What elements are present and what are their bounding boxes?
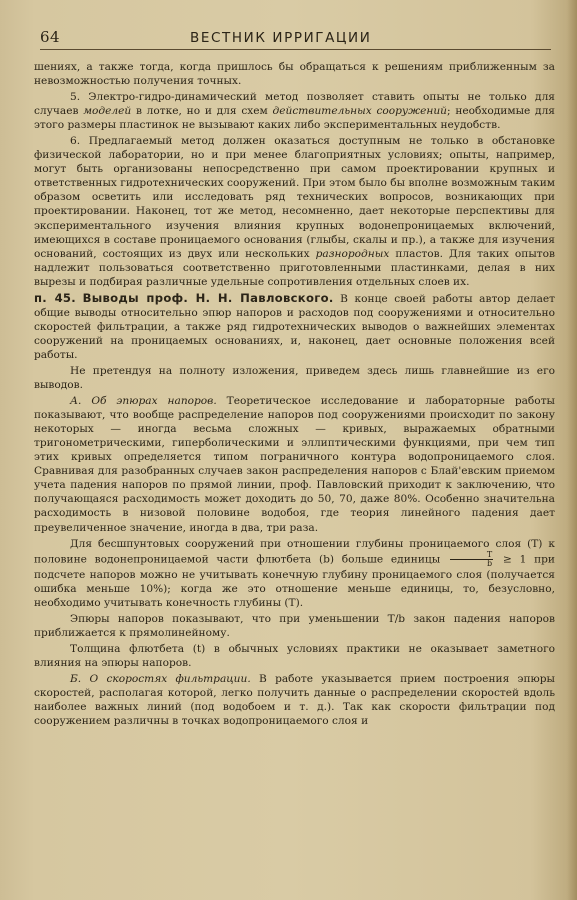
text-run: В работе указывается прием построения эпюры скоростей, располагая которой, легко получить данные о распределении скоростей вдоль наиболее важных линий (под водобоем и т. д.). Так как скорости фильтрации под сооружением различны в точках водопроницаемого слоя и — [34, 672, 555, 728]
subsection-title: Б. О скоростях фильтрации. — [70, 672, 251, 685]
emphasis: действительных сооружений — [272, 105, 448, 118]
paragraph — [34, 612, 555, 640]
text-run: 5. Электро-гидро-динамический метод позволяет ставить опыты не только для случаев — [34, 91, 555, 118]
section-number: п. 45. — [34, 290, 77, 305]
paragraph — [34, 642, 555, 670]
text-run: Теоретическое исследование и лабораторные работы показывают, что вообще распределение напоров под сооружениями происходит по закону некоторых — иногда весьма сложных — кривых, выражаемых обратными тригонометрическими, гиперболическими и эллиптическими функциями, при чем тип этих кривых определяется типом пограничного контура водопроницаемого слоя. Сравнивая для разобранных случаев закон распределения напоров с Блай'евским приемом учета падения напоров по прямой линии, проф. Павловский приходит к заключению, что получающаяся расходимость может доходить до 50, 70, даже 80%. Особенно значительна расходимость в низовой половине водобоя, где теория линейного падения дает преувеличенное значение, иногда в два, три раза. — [34, 395, 555, 534]
section-paragraph — [34, 291, 555, 362]
page-header — [40, 28, 551, 50]
text-run: ≥ 1 при подсчете напоров можно не учитывать конечную глубину проницаемого слоя (получается ошибка меньше 10%); когда же это отношение меньше единицы, то, безусловно, необходимо учитывать конечность глубины (Т). — [34, 553, 555, 609]
emphasis: разнородных — [315, 247, 390, 260]
fraction-denominator: b — [486, 558, 493, 568]
page-number: 64 — [40, 28, 61, 46]
paragraph — [34, 672, 555, 728]
paragraph — [34, 364, 555, 392]
paragraph — [34, 537, 555, 610]
paragraph — [34, 134, 555, 289]
text-run: Эпюры напоров показывают, что при уменьшении T/b закон падения напоров приближается к прямолинейному. — [34, 612, 555, 639]
text-run: В конце своей работы автор делает общие выводы относительно эпюр напоров и расходов под сооружениями и относительно скоростей фильтрации, а также ряд гидротехнических выводов о важнейших элементах сооружений на проницаемых основаниях, и, наконец, дает основные положения всей работы. — [34, 292, 556, 361]
body-text — [34, 60, 555, 728]
paragraph — [34, 60, 555, 88]
fraction — [450, 551, 493, 568]
text-run: пластов. Для таких опытов надлежит пользоваться соответственно приготовленными пластинками, делая в них вырезы и подбирая различные удельные сопротивления отдельных слоев их. — [34, 247, 556, 288]
text-run: шениях, а также тогда, когда пришлось бы обращаться к решениям приближенным за невозможностью получения точных. — [34, 61, 555, 88]
text-run: в лотке, но и для схем — [131, 105, 273, 118]
text-run: Для бесшпунтовых сооружений при отношении глубины проницаемого слоя (Т) к половине водонепроницаемой части флютбета (b) больше единицы — [34, 537, 555, 566]
paragraph — [34, 394, 555, 534]
subsection-title: А. Об эпюрах напоров. — [70, 395, 217, 408]
section-title: Выводы проф. Н. Н. Павловского. — [82, 290, 334, 305]
text-run: Толщина флютбета (t) в обычных условиях практики не оказывает заметного влияния на эпюры напоров. — [34, 642, 555, 669]
paragraph — [34, 90, 555, 132]
emphasis: моделей — [83, 105, 132, 118]
running-title: ВЕСТНИК ИРРИГАЦИИ — [190, 30, 372, 46]
fraction-numerator: T — [450, 551, 493, 560]
text-run: Не претендуя на полноту изложения, приведем здесь лишь главнейшие из его выводов. — [34, 364, 555, 392]
text-run: ; необходимые для этого размеры пластинок не вызывают каких либо экспериментальных неудобств. — [34, 105, 555, 132]
text-run: 6. Предлагаемый метод должен оказаться доступным не только в обстановке физической лаборатории, но и при менее благоприятных условиях; опыты, например, могут быть организованы непосредственно при самом проектировании крупных и ответственных гидротехнических сооружений. При этом было бы вполне возможным таким образом осветить или исследовать ряд технических вопросов, возникающих при проектировании. Наконец, тот же метод, несомненно, дает некоторые перспективы для экспериментального изучения влияния крупных водонепроницаемых включений, имеющихся в составе проницаемого основания (глыбы, скалы и пр.), а также для изучения оснований, состоящих из двух или нескольких — [34, 135, 555, 260]
